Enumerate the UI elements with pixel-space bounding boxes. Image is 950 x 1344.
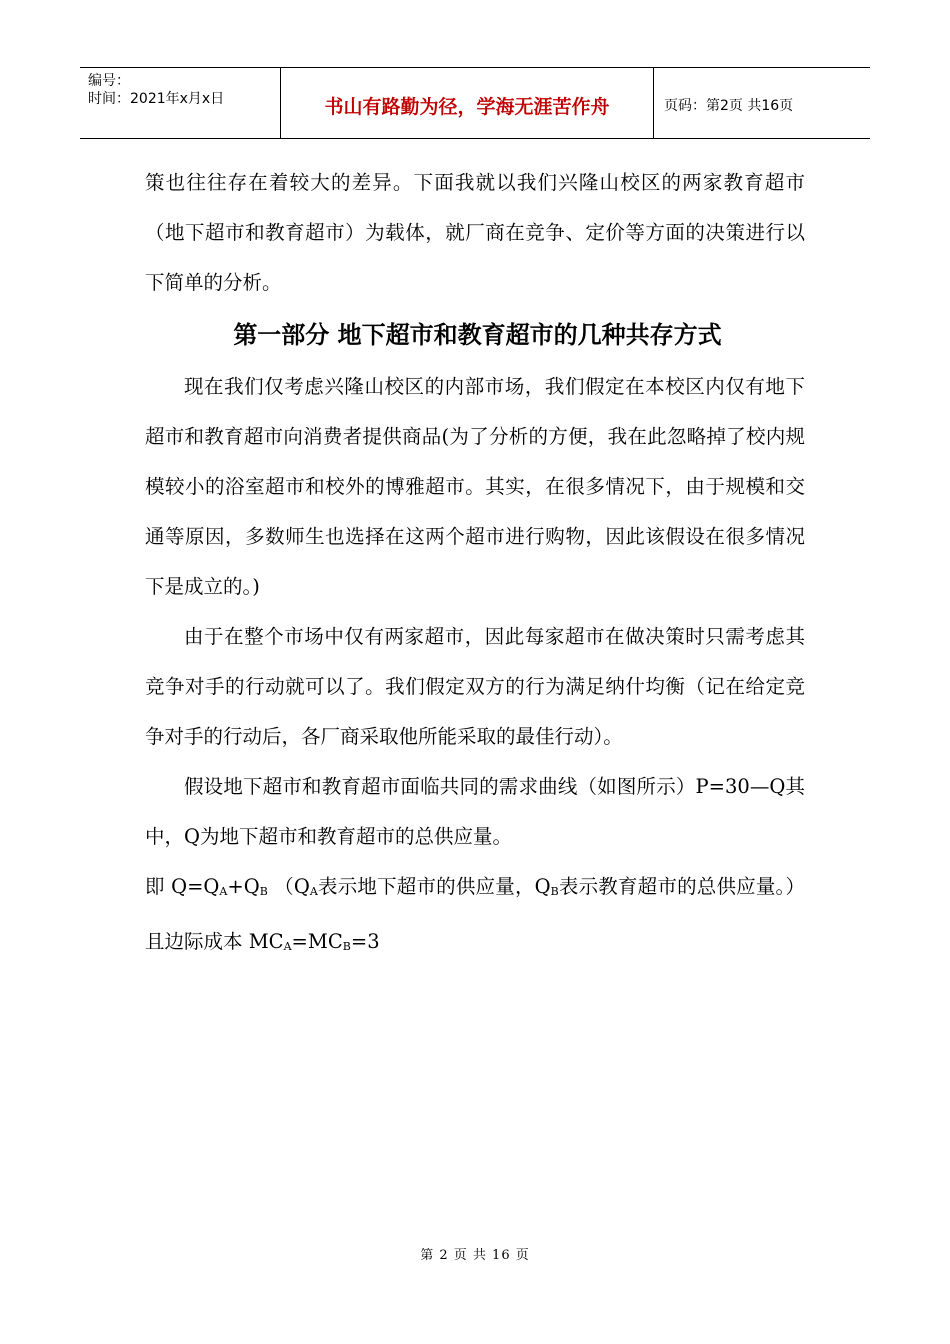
paragraph-3: 假设地下超市和教育超市面临共同的需求曲线（如图所示）P=30—Q其中，Q为地下超市和教育超市的总供应量。 <box>145 775 805 848</box>
intro-paragraph: 策也往往存在着较大的差异。下面我就以我们兴隆山校区的两家教育超市（地下超市和教育超市）为载体，就厂商在竞争、定价等方面的决策进行以下简单的分析。 <box>145 171 805 294</box>
header-left-cell <box>80 68 281 138</box>
time-label: 时间：2021年x月x日 <box>88 91 225 107</box>
paragraph-1: 现在我们仅考虑兴隆山校区的内部市场，我们假定在本校区内仅有地下超市和教育超市向消费者提供商品(为了分析的方便，我在此忽略掉了校内规模较小的浴室超市和校外的博雅超市。其实，在很多情况下，由于规模和交通等原因，多数师生也选择在这两个超市进行购物，因此该假设在很多情况下是成立的。) <box>145 375 805 598</box>
document-header <box>80 67 870 139</box>
page-footer: 第 2 页 共 16 页 <box>420 1248 530 1263</box>
document-body <box>145 158 805 972</box>
paragraph-2: 由于在整个市场中仅有两家超市，因此每家超市在做决策时只需考虑其竞争对手的行动就可以了。我们假定双方的行为满足纳什均衡（记在给定竞争对手的行动后，各厂商采取他所能采取的最佳行动）。 <box>145 625 805 748</box>
header-motto: 书山有路勤为径，学海无涯苦作舟 <box>281 68 654 138</box>
paragraph-4: 即 $Q=Q_A+Q_B$ （$Q_A$表示地下超市的供应量，$Q_B$表示教育超市的总供应量。）且边际成本 $MC_A=MC_B=3$ <box>145 875 805 953</box>
number-label: 编号： <box>88 73 130 89</box>
header-page-info: 页码：第2页 共16页 <box>664 98 794 114</box>
section-title: 第一部分 地下超市和教育超市的几种共存方式 <box>233 321 722 349</box>
